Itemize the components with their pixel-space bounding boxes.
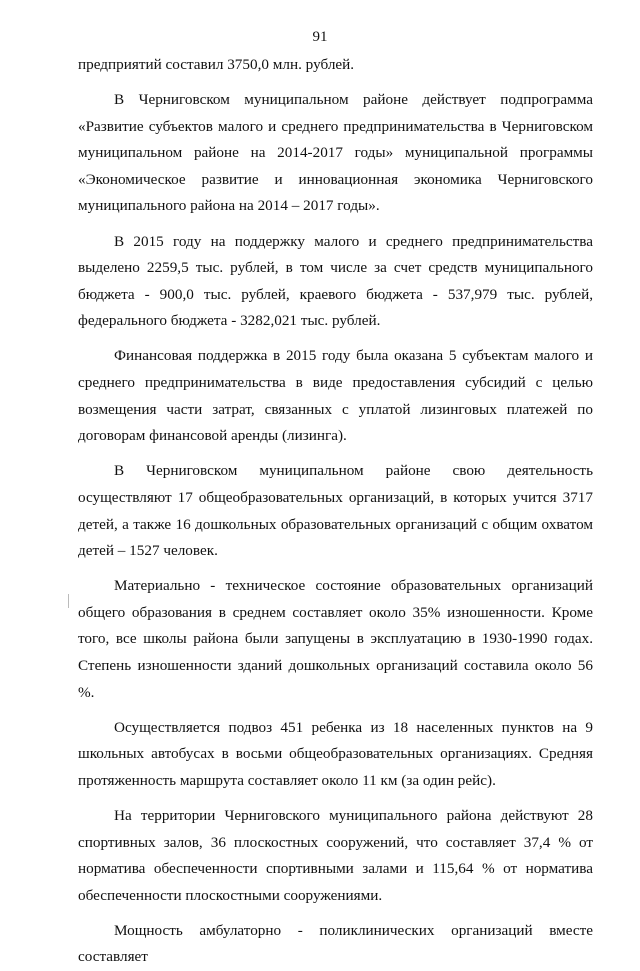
document-body	[78, 52, 593, 971]
paragraph-sports-facilities: На территории Черниговского муниципального района действуют 28 спортивных залов, 36 плоскостных сооружений, что составляет 37,4 % от норматива обеспеченности спортивными залами и 115,64 % от норматива обеспеченности плоскостными сооружениями.	[78, 806, 593, 904]
page-number: 91	[312, 29, 328, 45]
paragraph-outpatient-capacity: Мощность амбулаторно - поликлинических организаций вместе составляет	[78, 921, 593, 966]
paragraph-subprogram: В Черниговском муниципальном районе действует подпрограмма «Развитие субъектов малого и среднего предпринимательства в Черниговском муниципальном районе на 2014-2017 годы» муниципальной программы «Экономическое развитие и инновационная экономика Черниговского муниципального района на 2014 – 2017 годы».	[78, 91, 593, 215]
paragraph-school-transport: Осуществляется подвоз 451 ребенка из 18 населенных пунктов на 9 школьных автобусах в восьми общеобразовательных организациях. Средняя протяженность маршрута составляет около 11 км (за один рейс).	[78, 718, 593, 789]
paragraph-funding-2015: В 2015 году на поддержку малого и среднего предпринимательства выделено 2259,5 тыс. рублей, в том числе за счет средств муниципального бюджета - 900,0 тыс. рублей, краевого бюджета - 537,979 тыс. рублей, федерального бюджета - 3282,021 тыс. рублей.	[78, 232, 593, 330]
paragraph-continuation: предприятий составил 3750,0 млн. рублей.	[78, 56, 355, 73]
paragraph-education-organizations: В Черниговском муниципальном районе свою деятельность осуществляют 17 общеобразовательных организаций, в которых учится 3717 детей, а также 16 дошкольных образовательных организаций с общим охватом детей – 1527 человек.	[78, 462, 593, 560]
paragraph-technical-condition: Материально - техническое состояние образовательных организаций общего образования в среднем составляет около 35% изношенности. Кроме того, все школы района были запущены в эксплуатацию в 1930-1990 годах. Степень изношенности зданий дошкольных организаций составила около 56 %.	[78, 577, 593, 701]
paragraph-financial-support: Финансовая поддержка в 2015 году была оказана 5 субъектам малого и среднего предпринимательства в виде предоставления субсидий с целью возмещения части затрат, связанных с уплатой лизинговых платежей по договорам финансовой аренды (лизинга).	[78, 347, 593, 445]
scan-margin-mark	[68, 594, 69, 608]
